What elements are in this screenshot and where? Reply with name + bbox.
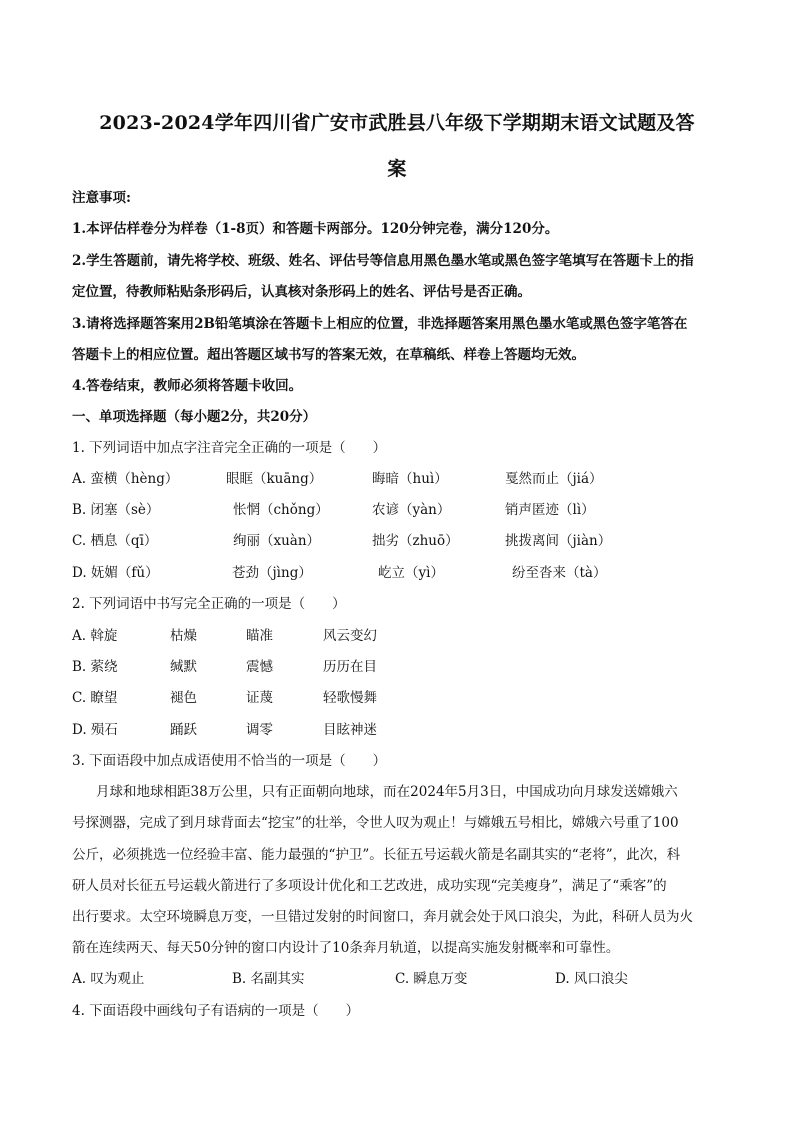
q1-option-a-word-1: A. 蛮横（hèng） (72, 471, 179, 487)
q1-option-d-word-2: 苍劲（jìng） (232, 565, 312, 581)
q2-option-a-word-3: 瞄准 (246, 628, 273, 644)
q3-option-a: A. 叹为观止 (72, 971, 145, 987)
notice-item: 定位置，待教师粘贴条形码后，认真核对条形码上的姓名、评估号是否正确。 (72, 284, 531, 300)
q1-option-d-word-1: D. 妩媚（fǔ） (72, 565, 159, 581)
q1-option-d-word-3: 屹立（yì） (378, 565, 444, 581)
q2-option-c-word-1: C. 瞭望 (72, 690, 118, 706)
q2-option-b-word-3: 震憾 (246, 659, 273, 675)
q1-option-b-word-1: B. 闭塞（sè） (72, 502, 160, 518)
question-2-stem: 2. 下列词语中书写完全正确的一项是（ ） (72, 596, 346, 612)
q2-option-d-word-3: 调零 (246, 722, 273, 738)
title-line-1: 2023-2024学年四川省广安市武胜县八年级下学期期末语文试题及答 (99, 112, 695, 134)
q3-passage-line: 公斤，必须挑选一位经验丰富、能力最强的“护卫”。长征五号运载火箭是名副其实的“老将”，此次，科 (72, 847, 681, 863)
notice-heading: 注意事项: (72, 190, 131, 206)
q2-option-b-word-4: 历历在目 (323, 659, 377, 675)
q2-option-c-word-4: 轻歌慢舞 (323, 690, 377, 706)
q1-option-b-word-4: 销声匿迹（lì） (505, 502, 595, 518)
q1-option-c-word-2: 绚丽（xuàn） (233, 533, 321, 549)
section-heading: 一、单项选择题（每小题2分，共20分） (72, 409, 317, 425)
q1-option-c-word-4: 挑拨离间（jiàn） (505, 533, 612, 549)
q3-passage-line: 月球和地球相距38万公里，只有正面朝向地球，而在2024年5月3日，中国成功向月球发送嫦娥六 (96, 784, 678, 800)
q3-option-c: C. 瞬息万变 (395, 971, 468, 987)
q3-passage-line: 箭在连续两天、每天50分钟的窗口内设计了10条奔月轨道，以提高实施发射概率和可靠性。 (72, 940, 620, 956)
question-1-stem: 1. 下列词语中加点字注音完全正确的一项是（ ） (72, 440, 387, 456)
q1-option-a-word-4: 戛然而止（jiá） (505, 471, 603, 487)
q1-option-d-word-4: 纷至沓来（tà） (512, 565, 607, 581)
notice-item: 2.学生答题前，请先将学校、班级、姓名、评估号等信息用黑色墨水笔或黑色签字笔填写在答题卡上的指 (72, 253, 694, 269)
q1-option-c-word-1: C. 栖息（qī） (72, 533, 158, 549)
notice-item: 1.本评估样卷分为样卷（1-8页）和答题卡两部分。120分钟完卷，满分120分。 (72, 221, 559, 237)
q2-option-d-word-1: D. 殒石 (72, 722, 118, 738)
q2-option-c-word-2: 褪色 (170, 690, 197, 706)
q2-option-b-word-1: B. 萦绕 (72, 659, 118, 675)
q1-option-a-word-2: 眼眶（kuāng） (226, 471, 323, 487)
q3-option-d: D. 风口浪尖 (555, 971, 628, 987)
q1-option-b-word-2: 怅惘（chǒng） (233, 502, 329, 518)
q3-passage-line: 出行要求。太空环境瞬息万变，一旦错过发射的时间窗口，奔月就会处于风口浪尖，为此，科研人员为火 (72, 909, 693, 925)
notice-item: 4.答卷结束，教师必须将答题卡收回。 (72, 378, 303, 394)
q3-passage-line: 号探测器，完成了到月球背面去“挖宝”的壮举，令世人叹为观止！与嫦娥五号相比，嫦娥六号重了100 (72, 815, 679, 831)
document-title (60, 100, 734, 192)
q1-option-c-word-3: 拙劣（zhuō） (372, 533, 459, 549)
q1-option-a-word-3: 晦暗（huì） (372, 471, 448, 487)
q2-option-a-word-1: A. 斡旋 (72, 628, 118, 644)
notice-item: 答题卡上的相应位置。超出答题区域书写的答案无效，在草稿纸、样卷上答题均无效。 (72, 347, 585, 363)
q2-option-c-word-3: 证蔑 (246, 690, 273, 706)
notice-item: 3.请将选择题答案用2B铅笔填涂在答题卡上相应的位置，非选择题答案用黑色墨水笔或黑色签字笔答在 (72, 316, 688, 332)
q2-option-d-word-2: 踊跃 (170, 722, 197, 738)
q2-option-b-word-2: 缄默 (170, 659, 197, 675)
question-3-stem: 3. 下面语段中加点成语使用不恰当的一项是（ ） (72, 753, 387, 769)
q1-option-b-word-3: 农谚（yàn） (372, 502, 451, 518)
q2-option-a-word-4: 风云变幻 (323, 628, 377, 644)
q2-option-d-word-4: 目眩神迷 (323, 722, 377, 738)
q2-option-a-word-2: 枯燥 (170, 628, 197, 644)
title-line-2: 案 (387, 158, 407, 180)
q3-option-b: B. 名副其实 (232, 971, 305, 987)
q3-passage-line: 研人员对长征五号运载火箭进行了多项设计优化和工艺改进，成功实现“完美瘦身”，满足了“乘客”的 (72, 878, 667, 894)
question-4-stem: 4. 下面语段中画线句子有语病的一项是（ ） (72, 1003, 360, 1019)
